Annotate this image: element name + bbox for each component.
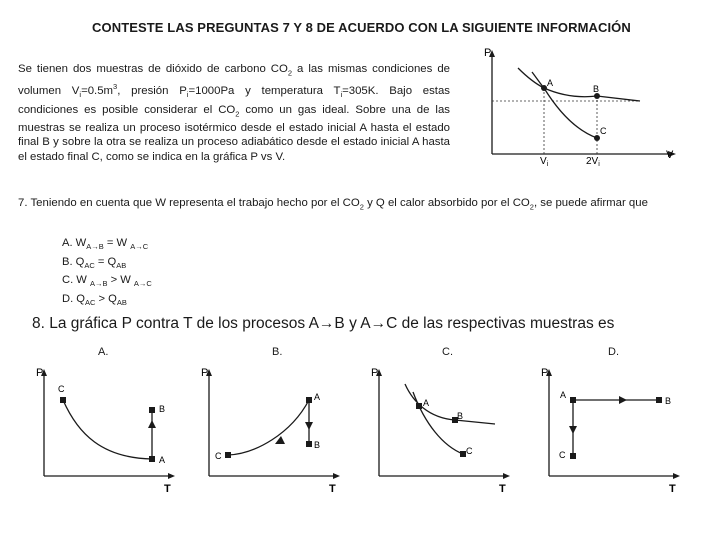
graph-c-option-label[interactable]: C. xyxy=(442,346,453,358)
graph-b-option-label[interactable]: B. xyxy=(272,346,283,358)
graph-c-label-a: A xyxy=(423,398,430,408)
graph-a-p-label: P xyxy=(36,367,44,379)
graph-c-label-b: B xyxy=(457,411,464,421)
graph-a-label-c: C xyxy=(58,384,65,394)
adiabatic-curve xyxy=(532,72,600,138)
direction-arrow-icon xyxy=(619,396,627,404)
pv-label-a: A xyxy=(547,78,554,88)
graph-a-label-a: A xyxy=(159,455,166,465)
pv-p-axis-label: P xyxy=(484,47,492,59)
pv-v-axis-label: V xyxy=(666,149,674,161)
pv-tick-2vi: $2V_i$ xyxy=(586,156,600,168)
pt-graph-d[interactable] xyxy=(535,364,685,499)
pt-graph-c[interactable] xyxy=(365,364,515,499)
question-8: 8. La gráfica P contra T de los procesos A→B y A→C de las respectivas muestras es xyxy=(32,315,615,332)
pt-graph-b[interactable] xyxy=(195,364,345,499)
graph-c-label-c: C xyxy=(466,446,473,456)
graph-d-label-c: C xyxy=(559,450,566,460)
graph-c-p-label: P xyxy=(371,367,379,379)
page-title: CONTESTE LAS PREGUNTAS 7 Y 8 DE ACUERDO CON LA SIGUIENTE INFORMACIÓN xyxy=(92,20,631,35)
pv-label-b: B xyxy=(593,84,600,94)
q7-option-d[interactable]: D. $Q_{AC} > Q_{AB}$ xyxy=(62,293,127,308)
graph-c-t-label: T xyxy=(499,483,506,495)
intro-paragraph: Se tienen dos muestras de dióxido de carbono $CO_2$ a las mismas condiciones de volumen $V_i=0.5m^3$, presión $P_i=1000Pa$ y temperatura $T_i=305K$. Bajo estas condiciones es posible considerar el $CO_2$ como un gas ideal. Sobre una de las muestras se realiza un proceso isotérmico desde el estado inicial A hasta el estado final B y sobre la otra se realiza un proceso adiabático desde el estado inicial A hasta el estado final C, como se indica en la gráfica P vs V. xyxy=(18,63,451,163)
graph-d-label-b: B xyxy=(665,396,672,406)
graph-d-label-a: A xyxy=(560,390,567,400)
q7-option-c[interactable]: C. W $_{A\to B}$ > W $_{A\to C}$ xyxy=(62,274,152,289)
q7-option-a[interactable]: A. $W_{A\to B} = W$ $_{A\to C}$ xyxy=(62,237,149,252)
pv-graph xyxy=(480,46,710,176)
pv-tick-vi: $V_i$ xyxy=(540,156,549,168)
graph-b-label-c: C xyxy=(215,451,222,461)
graph-b-label-b: B xyxy=(314,440,321,450)
pv-label-c: C xyxy=(600,126,607,136)
isothermal-curve xyxy=(518,68,640,101)
graph-d-p-label: P xyxy=(541,367,549,379)
q7-options xyxy=(62,236,152,311)
graph-a-label-b: B xyxy=(159,404,166,414)
question-7: 7. Teniendo en cuenta que W representa el trabajo hecho por el $CO_2$ y Q el calor absorbido por el $CO_2$, se puede afirmar que xyxy=(18,197,648,212)
direction-arrow-icon xyxy=(148,420,156,428)
direction-arrow-icon xyxy=(569,426,577,434)
graph-d-option-label[interactable]: D. xyxy=(608,346,619,358)
q7-option-b[interactable]: B. $Q_{AC} = Q_{AB}$ xyxy=(62,255,127,270)
graph-b-label-a: A xyxy=(314,392,321,402)
direction-arrow-icon xyxy=(305,422,313,430)
graph-b-t-label: T xyxy=(329,483,336,495)
graph-a-option-label[interactable]: A. xyxy=(98,346,109,358)
graph-b-p-label: P xyxy=(201,367,209,379)
pt-graph-a[interactable] xyxy=(30,364,180,499)
graph-d-t-label: T xyxy=(669,483,676,495)
graph-a-t-label: T xyxy=(164,483,171,495)
